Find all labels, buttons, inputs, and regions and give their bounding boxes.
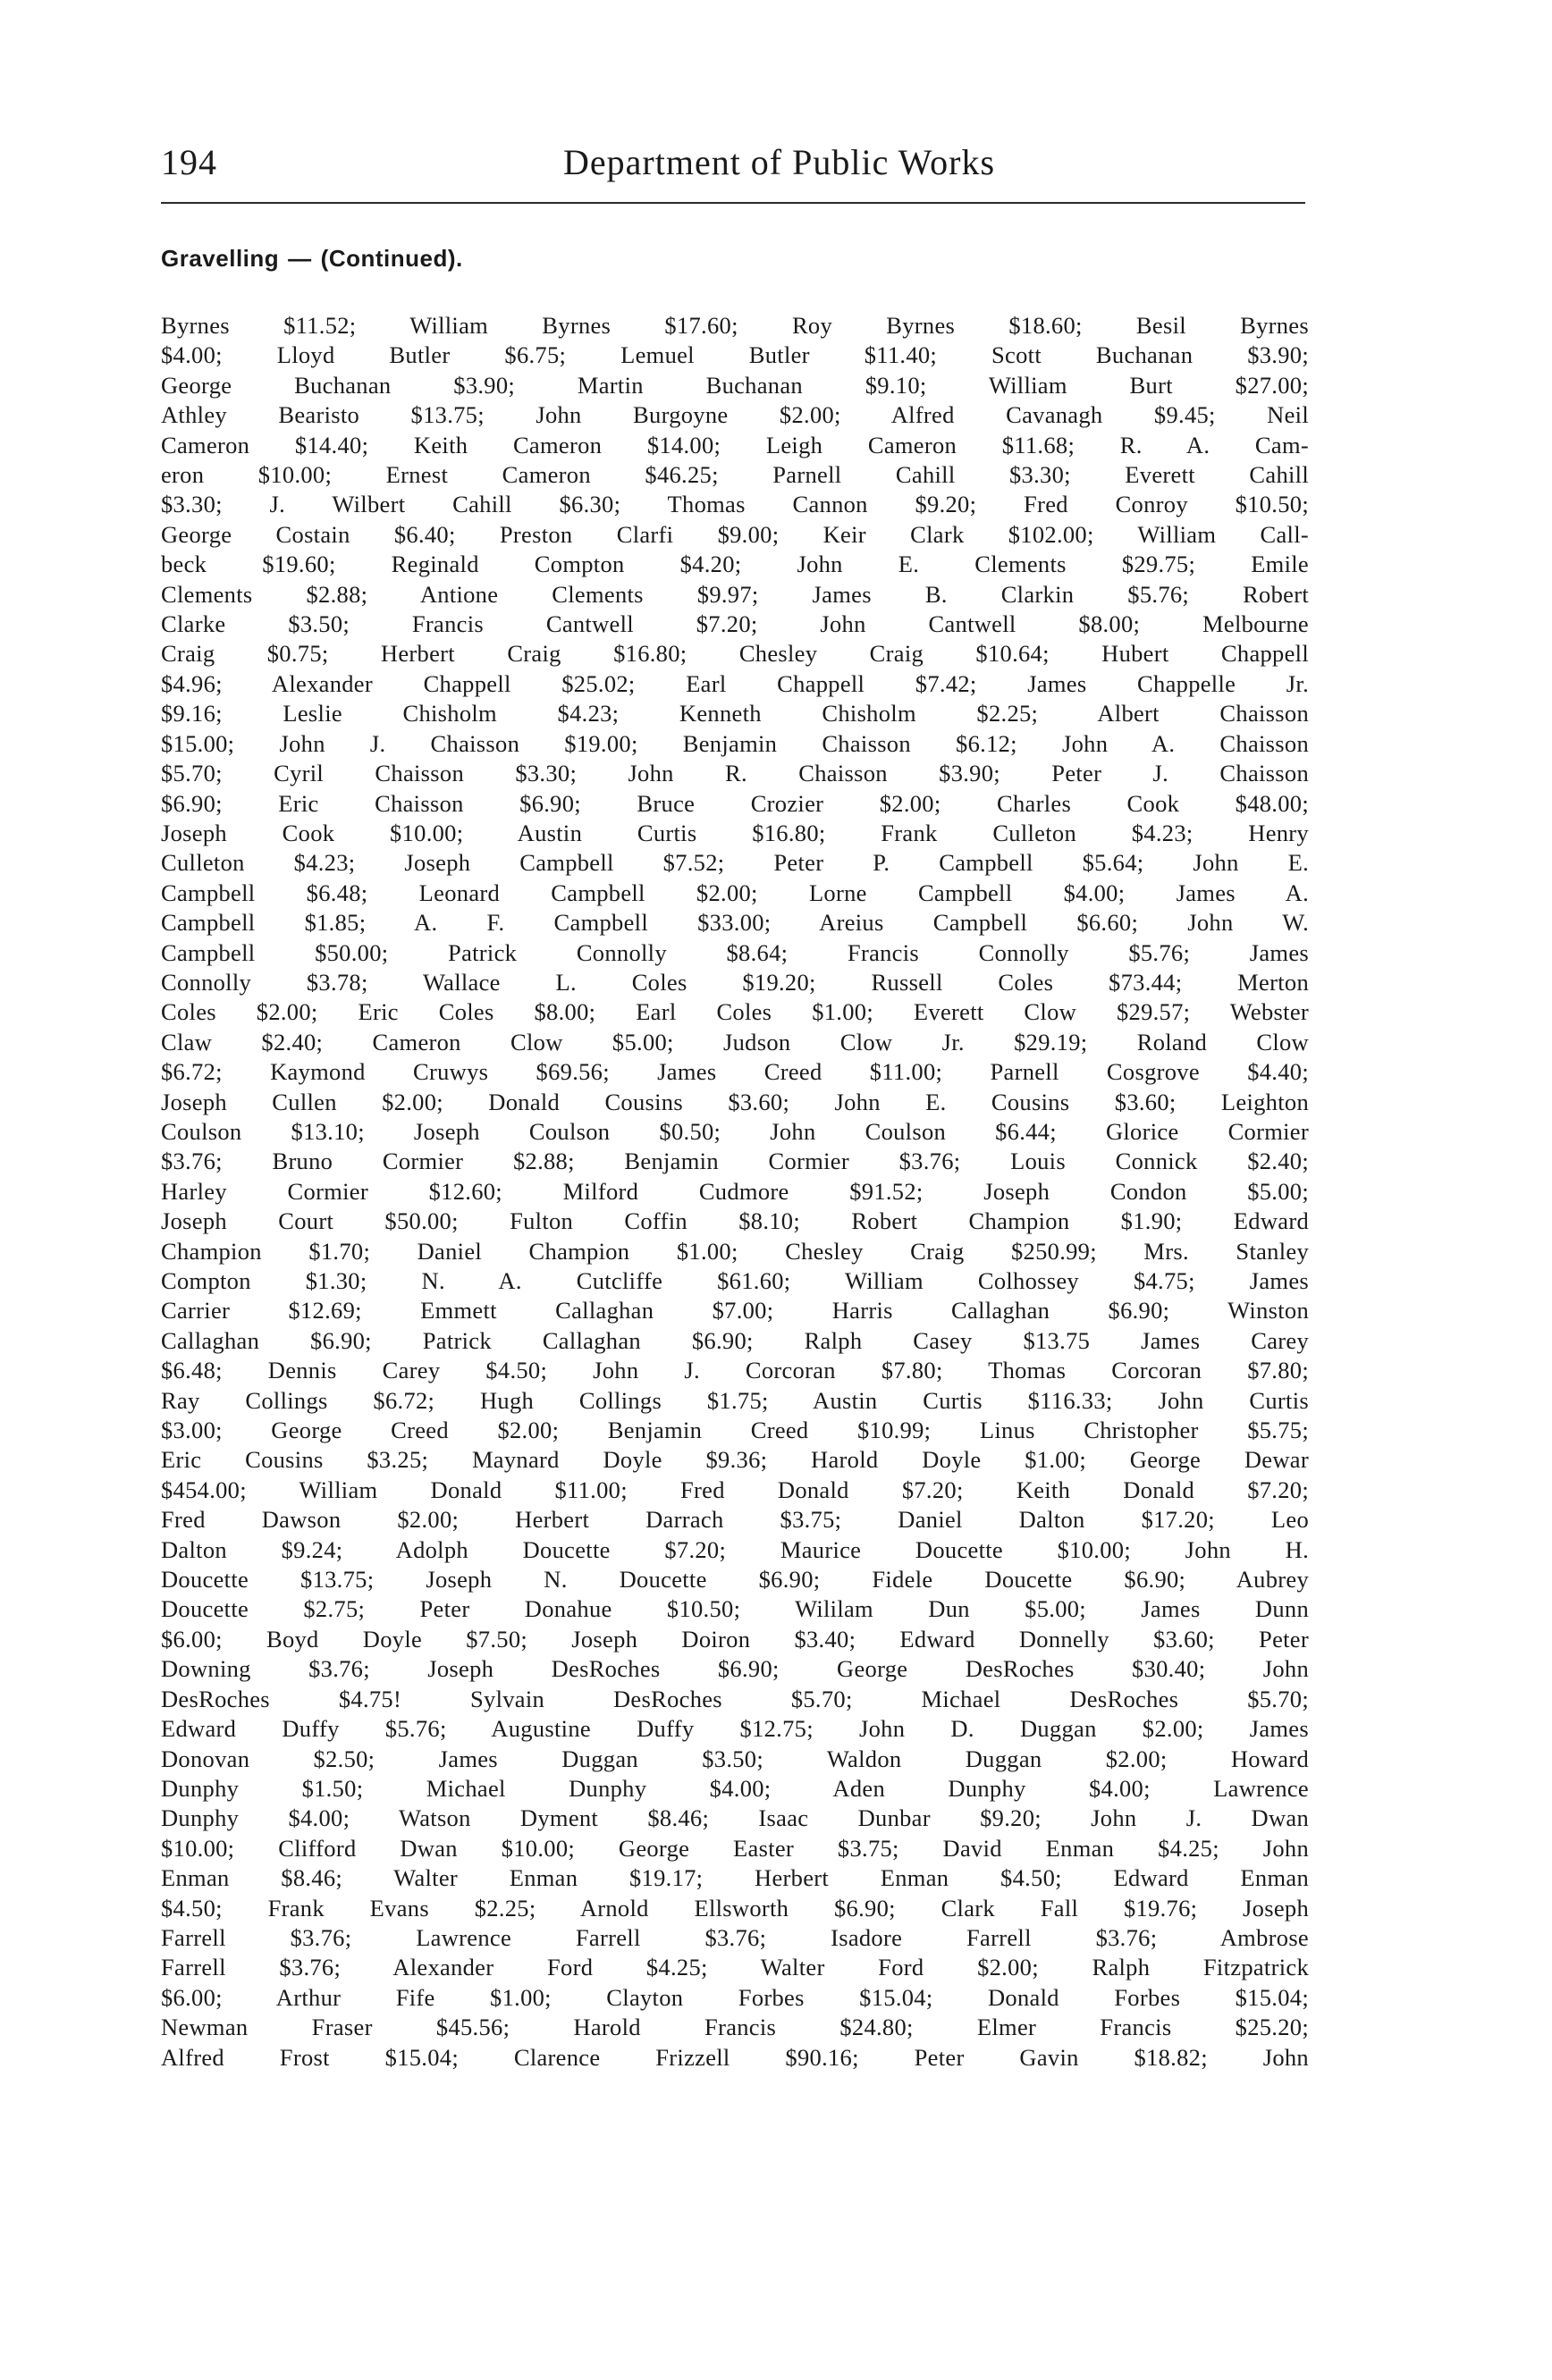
text-line: $4.00; Lloyd Butler $6.75; Lemuel Butler $11.40; Scott Buchanan $3.90;	[161, 341, 1309, 369]
text-line: Campbell $6.48; Leonard Campbell $2.00; Lorne Campbell $4.00; James A.	[161, 879, 1309, 906]
section-heading	[161, 245, 463, 273]
text-line: Carrier $12.69; Emmett Callaghan $7.00; Harris Callaghan $6.90; Winston	[161, 1297, 1309, 1325]
section-continued: (Continued).	[320, 245, 463, 272]
text-line: $454.00; William Donald $11.00; Fred Donald $7.20; Keith Donald $7.20;	[161, 1476, 1309, 1503]
text-line: $4.50; Frank Evans $2.25; Arnold Ellsworth $6.90; Clark Fall $19.76; Joseph	[161, 1894, 1309, 1922]
text-line: $3.76; Bruno Cormier $2.88; Benjamin Cormier $3.76; Louis Connick $2.40;	[161, 1148, 1309, 1175]
text-line: Champion $1.70; Daniel Champion $1.00; Chesley Craig $250.99; Mrs. Stanley	[161, 1237, 1309, 1265]
text-line: Farrell $3.76; Lawrence Farrell $3.76; Isadore Farrell $3.76; Ambrose	[161, 1923, 1309, 1951]
text-line: Newman Fraser $45.56; Harold Francis $24.80; Elmer Francis $25.20;	[161, 2014, 1309, 2041]
text-line: beck $19.60; Reginald Compton $4.20; John E. Clements $29.75; Emile	[161, 551, 1309, 578]
text-line: Coulson $13.10; Joseph Coulson $0.50; John Coulson $6.44; Glorice Cormier	[161, 1117, 1309, 1145]
text-line: eron $10.00; Ernest Cameron $46.25; Parnell Cahill $3.30; Everett Cahill	[161, 461, 1309, 489]
text-line: $4.96; Alexander Chappell $25.02; Earl Chappell $7.42; James Chappelle Jr.	[161, 669, 1309, 697]
text-line: Dunphy $4.00; Watson Dyment $8.46; Isaac Dunbar $9.20; John J. Dwan	[161, 1804, 1309, 1832]
text-line: $5.70; Cyril Chaisson $3.30; John R. Chaisson $3.90; Peter J. Chaisson	[161, 760, 1309, 787]
text-line: $6.00; Boyd Doyle $7.50; Joseph Doiron $3.40; Edward Donnelly $3.60; Peter	[161, 1625, 1309, 1653]
section-dash: —	[288, 245, 312, 272]
text-line: Callaghan $6.90; Patrick Callaghan $6.90; Ralph Casey $13.75 James Carey	[161, 1326, 1309, 1354]
running-title: Department of Public Works	[563, 142, 996, 182]
text-line: George Costain $6.40; Preston Clarfi $9.00; Keir Clark $102.00; William Call-	[161, 520, 1309, 548]
text-line: $6.90; Eric Chaisson $6.90; Bruce Crozier $2.00; Charles Cook $48.00;	[161, 789, 1309, 817]
text-line: Dunphy $1.50; Michael Dunphy $4.00; Aden Dunphy $4.00; Lawrence	[161, 1774, 1309, 1802]
body-paragraph	[161, 311, 1309, 2073]
text-line: Enman $8.46; Walter Enman $19.17; Herbert Enman $4.50; Edward Enman	[161, 1864, 1309, 1892]
text-line: Coles $2.00; Eric Coles $8.00; Earl Coles $1.00; Everett Clow $29.57; Webster	[161, 998, 1309, 1026]
text-line: Doucette $13.75; Joseph N. Doucette $6.90; Fidele Doucette $6.90; Aubrey	[161, 1566, 1309, 1594]
text-line: Byrnes $11.52; William Byrnes $17.60; Roy Byrnes $18.60; Besil Byrnes	[161, 312, 1309, 339]
text-line: Ray Collings $6.72; Hugh Collings $1.75; Austin Curtis $116.33; John Curtis	[161, 1386, 1309, 1414]
text-line: Craig $0.75; Herbert Craig $16.80; Chesley Craig $10.64; Hubert Chappell	[161, 640, 1309, 668]
text-line: Dalton $9.24; Adolph Doucette $7.20; Maurice Doucette $10.00; John H.	[161, 1535, 1309, 1563]
text-line: $6.48; Dennis Carey $4.50; John J. Corcoran $7.80; Thomas Corcoran $7.80;	[161, 1357, 1309, 1384]
text-line: Campbell $1.85; A. F. Campbell $33.00; Areius Campbell $6.60; John W.	[161, 909, 1309, 937]
text-line: $3.00; George Creed $2.00; Benjamin Creed $10.99; Linus Christopher $5.75;	[161, 1417, 1309, 1444]
text-line: Athley Bearisto $13.75; John Burgoyne $2.00; Alfred Cavanagh $9.45; Neil	[161, 401, 1309, 429]
text-line: Alfred Frost $15.04; Clarence Frizzell $90.16; Peter Gavin $18.82; John	[161, 2043, 1309, 2071]
text-line: $3.30; J. Wilbert Cahill $6.30; Thomas Cannon $9.20; Fred Conroy $10.50;	[161, 491, 1309, 518]
text-line: Joseph Cook $10.00; Austin Curtis $16.80; Frank Culleton $4.23; Henry	[161, 819, 1309, 846]
text-line: Joseph Court $50.00; Fulton Coffin $8.10; Robert Champion $1.90; Edward	[161, 1207, 1309, 1235]
text-line: $15.00; John J. Chaisson $19.00; Benjamin Chaisson $6.12; John A. Chaisson	[161, 729, 1309, 757]
text-line: Claw $2.40; Cameron Clow $5.00; Judson Clow Jr. $29.19; Roland Clow	[161, 1028, 1309, 1055]
text-line: George Buchanan $3.90; Martin Buchanan $9.10; William Burt $27.00;	[161, 371, 1309, 399]
page-number: 194	[161, 142, 217, 182]
text-line: Campbell $50.00; Patrick Connolly $8.64; Francis Connolly $5.76; James	[161, 938, 1309, 966]
text-line: $6.72; Kaymond Cruwys $69.56; James Creed $11.00; Parnell Cosgrove $4.40;	[161, 1058, 1309, 1086]
text-line: Fred Dawson $2.00; Herbert Darrach $3.75; Daniel Dalton $17.20; Leo	[161, 1506, 1309, 1534]
text-line: Clements $2.88; Antione Clements $9.97; James B. Clarkin $5.76; Robert	[161, 580, 1309, 608]
text-line: $9.16; Leslie Chisholm $4.23; Kenneth Chisholm $2.25; Albert Chaisson	[161, 700, 1309, 727]
text-line: Clarke $3.50; Francis Cantwell $7.20; John Cantwell $8.00; Melbourne	[161, 610, 1309, 638]
header-rule	[161, 202, 1305, 204]
text-line: Donovan $2.50; James Duggan $3.50; Waldon Duggan $2.00; Howard	[161, 1745, 1309, 1772]
document-page	[161, 134, 1314, 2071]
text-line: Cameron $14.40; Keith Cameron $14.00; Leigh Cameron $11.68; R. A. Cam-	[161, 431, 1309, 458]
running-header	[161, 134, 1314, 191]
section-title: Gravelling	[161, 245, 280, 272]
text-line: DesRoches $4.75! Sylvain DesRoches $5.70; Michael DesRoches $5.70;	[161, 1685, 1309, 1712]
text-line: Farrell $3.76; Alexander Ford $4.25; Walter Ford $2.00; Ralph Fitzpatrick	[161, 1954, 1309, 1981]
text-line: Connolly $3.78; Wallace L. Coles $19.20; Russell Coles $73.44; Merton	[161, 968, 1309, 996]
text-line: Doucette $2.75; Peter Donahue $10.50; Wililam Dun $5.00; James Dunn	[161, 1595, 1309, 1623]
text-line: Eric Cousins $3.25; Maynard Doyle $9.36; Harold Doyle $1.00; George Dewar	[161, 1446, 1309, 1474]
text-line: Downing $3.76; Joseph DesRoches $6.90; George DesRoches $30.40; John	[161, 1655, 1309, 1683]
text-line: Harley Cormier $12.60; Milford Cudmore $91.52; Joseph Condon $5.00;	[161, 1177, 1309, 1205]
text-line: Compton $1.30; N. A. Cutcliffe $61.60; William Colhossey $4.75; James	[161, 1267, 1309, 1294]
text-line: Joseph Cullen $2.00; Donald Cousins $3.60; John E. Cousins $3.60; Leighton	[161, 1088, 1309, 1115]
text-line: Culleton $4.23; Joseph Campbell $7.52; Peter P. Campbell $5.64; John E.	[161, 849, 1309, 877]
text-line: Edward Duffy $5.76; Augustine Duffy $12.75; John D. Duggan $2.00; James	[161, 1715, 1309, 1743]
text-line: $6.00; Arthur Fife $1.00; Clayton Forbes $15.04; Donald Forbes $15.04;	[161, 1983, 1309, 2011]
text-line: $10.00; Clifford Dwan $10.00; George Easter $3.75; David Enman $4.25; John	[161, 1834, 1309, 1862]
